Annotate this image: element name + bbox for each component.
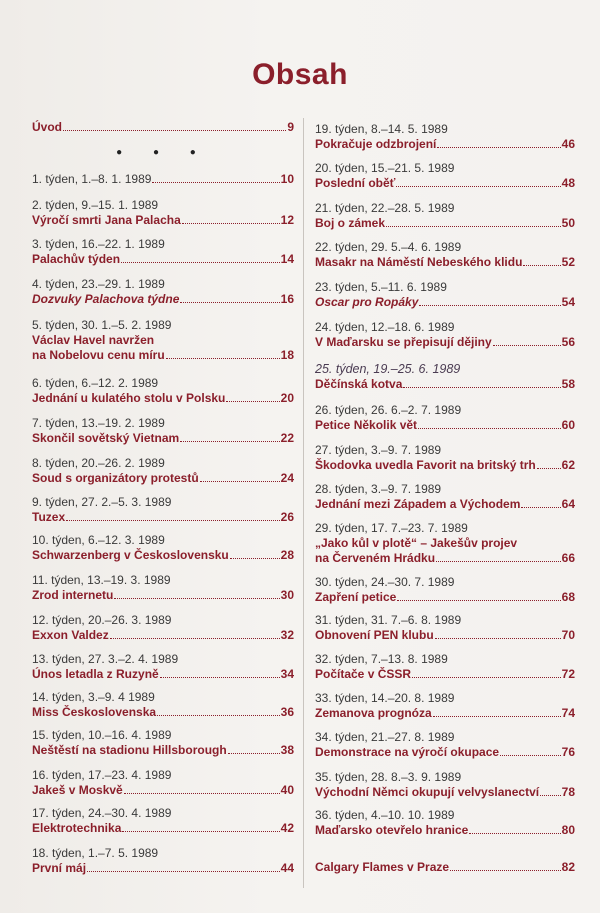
toc-week: 17. týden, 24.–30. 4. 1989 <box>32 806 172 820</box>
toc-week: 29. týden, 17. 7.–23. 7. 1989 <box>315 521 468 535</box>
toc-title: Oscar pro Ropáky <box>315 295 419 309</box>
toc-week: 19. týden, 8.–14. 5. 1989 <box>315 122 448 136</box>
toc-week: 1. týden, 1.–8. 1. 1989 <box>32 172 152 186</box>
toc-week: 24. týden, 12.–18. 6. 1989 <box>315 320 455 334</box>
column-divider <box>303 118 304 888</box>
toc-week: 22. týden, 29. 5.–4. 6. 1989 <box>315 240 462 254</box>
toc-page: 68 <box>561 590 575 604</box>
toc-entry[interactable] <box>32 277 294 307</box>
separator-bullets: ● ● ● <box>116 147 210 158</box>
toc-week: 33. týden, 14.–20. 8. 1989 <box>315 691 455 705</box>
toc-entry[interactable] <box>32 768 294 798</box>
toc-page: 72 <box>561 667 575 681</box>
toc-title: Demonstrace na výročí okupace <box>315 745 500 759</box>
toc-week: 3. týden, 16.–22. 1. 1989 <box>32 237 165 251</box>
toc-entry[interactable] <box>315 808 575 838</box>
toc-week: 5. týden, 30. 1.–5. 2. 1989 <box>32 318 172 332</box>
toc-page: 66 <box>561 551 575 565</box>
toc-entry[interactable] <box>32 573 294 603</box>
toc-entry[interactable] <box>315 201 575 231</box>
toc-entry[interactable] <box>315 161 575 191</box>
toc-title: Boj o zámek <box>315 216 386 230</box>
toc-page: 54 <box>561 295 575 309</box>
toc-title: Tuzex <box>32 510 66 524</box>
toc-week: 23. týden, 5.–11. 6. 1989 <box>315 280 447 294</box>
toc-entry-intro[interactable] <box>32 120 294 135</box>
toc-page: 44 <box>280 861 294 875</box>
toc-page: 34 <box>280 667 294 681</box>
toc-title-line2: na Nobelovu cenu míru <box>32 348 165 362</box>
toc-page: 12 <box>280 213 294 227</box>
toc-entry[interactable] <box>315 613 575 643</box>
toc-entry[interactable] <box>315 860 575 875</box>
toc-page: 20 <box>280 391 294 405</box>
toc-entry[interactable] <box>315 730 575 760</box>
toc-week: 16. týden, 17.–23. 4. 1989 <box>32 768 172 782</box>
toc-page: 74 <box>561 706 575 720</box>
toc-title: Jednání u kulatého stolu v Polsku <box>32 391 226 405</box>
toc-page: 40 <box>280 783 294 797</box>
toc-entry[interactable] <box>32 728 294 758</box>
toc-week: 28. týden, 3.–9. 7. 1989 <box>315 482 442 496</box>
toc-week: 7. týden, 13.–19. 2. 1989 <box>32 416 165 430</box>
toc-title: Palachův týden <box>32 252 121 266</box>
toc-entry[interactable] <box>32 198 294 228</box>
toc-entry[interactable] <box>32 690 294 720</box>
toc-title: První máj <box>32 861 87 875</box>
toc-entry[interactable] <box>315 770 575 800</box>
toc-title: Zapření petice <box>315 590 397 604</box>
toc-week: 30. týden, 24.–30. 7. 1989 <box>315 575 455 589</box>
toc-page: 78 <box>561 785 575 799</box>
toc-week: 25. týden, 19.–25. 6. 1989 <box>315 362 461 376</box>
toc-week: 13. týden, 27. 3.–2. 4. 1989 <box>32 652 179 666</box>
toc-title: Zrod internetu <box>32 588 114 602</box>
toc-entry[interactable] <box>315 443 575 473</box>
toc-page: 56 <box>561 335 575 349</box>
toc-page: 82 <box>561 860 575 874</box>
toc-title: Škodovka uvedla Favorit na britský trh <box>315 458 536 472</box>
toc-title: Děčínská kotva <box>315 377 403 391</box>
toc-page: 48 <box>561 176 575 190</box>
toc-week: 8. týden, 20.–26. 2. 1989 <box>32 456 165 470</box>
toc-page: 80 <box>561 823 575 837</box>
toc-title: Václav Havel navržen <box>32 333 155 347</box>
toc-week: 27. týden, 3.–9. 7. 1989 <box>315 443 442 457</box>
toc-page: 10 <box>280 172 294 186</box>
toc-entry[interactable] <box>32 237 294 267</box>
toc-entry[interactable] <box>315 122 575 152</box>
toc-entry[interactable] <box>32 533 294 563</box>
toc-title: Petice Několik vět <box>315 418 418 432</box>
page-title: Obsah <box>252 58 348 91</box>
toc-page: 38 <box>280 743 294 757</box>
toc-entry[interactable] <box>315 575 575 605</box>
toc-week: 2. týden, 9.–15. 1. 1989 <box>32 198 159 212</box>
toc-title: „Jako kůl v plotě“ – Jakešův projev <box>315 536 518 550</box>
toc-entry[interactable] <box>315 521 575 566</box>
toc-title: Jednání mezi Západem a Východem <box>315 497 521 511</box>
toc-entry[interactable] <box>32 613 294 643</box>
toc-page: 76 <box>561 745 575 759</box>
toc-title: Dozvuky Palachova týdne <box>32 292 180 306</box>
toc-entry[interactable] <box>32 495 294 525</box>
toc-page: 52 <box>561 255 575 269</box>
toc-week: 36. týden, 4.–10. 10. 1989 <box>315 808 455 822</box>
toc-title: Miss Československa <box>32 705 157 719</box>
toc-page: 42 <box>280 821 294 835</box>
toc-entry[interactable] <box>32 318 294 363</box>
toc-week: 18. týden, 1.–7. 5. 1989 <box>32 846 159 860</box>
toc-page: 58 <box>561 377 575 391</box>
toc-week: 12. týden, 20.–26. 3. 1989 <box>32 613 172 627</box>
toc-entry[interactable] <box>32 846 294 876</box>
toc-title: Výročí smrti Jana Palacha <box>32 213 181 227</box>
toc-week: 32. týden, 7.–13. 8. 1989 <box>315 652 448 666</box>
toc-page: 22 <box>280 431 294 445</box>
toc-title: Počítače v ČSSR <box>315 667 412 681</box>
toc-title: Obnovení PEN klubu <box>315 628 434 642</box>
toc-title: V Maďarsku se přepisují dějiny <box>315 335 492 349</box>
toc-page: 14 <box>280 252 294 266</box>
toc-week: 14. týden, 3.–9. 4 1989 <box>32 690 155 704</box>
toc-title: Zemanova prognóza <box>315 706 432 720</box>
toc-week: 15. týden, 10.–16. 4. 1989 <box>32 728 172 742</box>
toc-week: 26. týden, 26. 6.–2. 7. 1989 <box>315 403 462 417</box>
toc-page: 28 <box>280 548 294 562</box>
toc-title: Masakr na Náměstí Nebeského klidu <box>315 255 523 269</box>
toc-entry[interactable] <box>315 320 575 350</box>
toc-week: 6. týden, 6.–12. 2. 1989 <box>32 376 159 390</box>
toc-week: 21. týden, 22.–28. 5. 1989 <box>315 201 455 215</box>
toc-page: 50 <box>561 216 575 230</box>
toc-title: Maďarsko otevřelo hranice <box>315 823 469 837</box>
toc-page: 70 <box>561 628 575 642</box>
toc-title: Únos letadla z Ruzyně <box>32 667 159 681</box>
toc-entry[interactable] <box>315 362 575 392</box>
toc-entry[interactable] <box>32 456 294 486</box>
toc-page: 46 <box>561 137 575 151</box>
toc-title: Pokračuje odzbrojení <box>315 137 437 151</box>
toc-week: 34. týden, 21.–27. 8. 1989 <box>315 730 455 744</box>
toc-entry[interactable] <box>315 691 575 721</box>
toc-page: 24 <box>280 471 294 485</box>
toc-title: Úvod <box>32 120 62 134</box>
toc-page: 30 <box>280 588 294 602</box>
toc-entry[interactable] <box>32 652 294 682</box>
toc-page: 16 <box>280 292 294 306</box>
toc-entry[interactable] <box>32 416 294 446</box>
toc-entry[interactable] <box>315 482 575 512</box>
toc-week: 31. týden, 31. 7.–6. 8. 1989 <box>315 613 462 627</box>
toc-week: 10. týden, 6.–12. 3. 1989 <box>32 533 165 547</box>
toc-entry[interactable] <box>315 280 575 310</box>
toc-title: Neštěstí na stadionu Hillsborough <box>32 743 227 757</box>
toc-week: 9. týden, 27. 2.–5. 3. 1989 <box>32 495 172 509</box>
toc-title: Elektrotechnika <box>32 821 122 835</box>
toc-week: 11. týden, 13.–19. 3. 1989 <box>32 573 171 587</box>
toc-page: 32 <box>280 628 294 642</box>
toc-title: Schwarzenberg v Československu <box>32 548 229 562</box>
toc-entry[interactable] <box>315 652 575 682</box>
toc-page: 36 <box>280 705 294 719</box>
toc-title: Východní Němci okupují velvyslanectví <box>315 785 540 799</box>
toc-week: 35. týden, 28. 8.–3. 9. 1989 <box>315 770 462 784</box>
toc-entry[interactable] <box>32 806 294 836</box>
toc-entry[interactable] <box>315 240 575 270</box>
toc-page: 62 <box>561 458 575 472</box>
toc-page: 9 <box>287 120 294 134</box>
toc-week: 4. týden, 23.–29. 1. 1989 <box>32 277 165 291</box>
toc-title: Skončil sovětský Vietnam <box>32 431 180 445</box>
toc-page: 64 <box>561 497 575 511</box>
toc-page: 18 <box>280 348 294 362</box>
toc-entry[interactable] <box>32 376 294 406</box>
toc-page: 26 <box>280 510 294 524</box>
toc-title: Jakeš v Moskvě <box>32 783 123 797</box>
toc-entry[interactable] <box>32 172 294 187</box>
toc-page: 60 <box>561 418 575 432</box>
toc-title: Exxon Valdez <box>32 628 109 642</box>
toc-title-line2: na Červeném Hrádku <box>315 551 436 565</box>
toc-title: Soud s organizátory protestů <box>32 471 199 485</box>
toc-title: Calgary Flames v Praze <box>315 860 450 874</box>
toc-week: 20. týden, 15.–21. 5. 1989 <box>315 161 455 175</box>
toc-entry[interactable] <box>315 403 575 433</box>
toc-title: Poslední oběť <box>315 176 396 190</box>
